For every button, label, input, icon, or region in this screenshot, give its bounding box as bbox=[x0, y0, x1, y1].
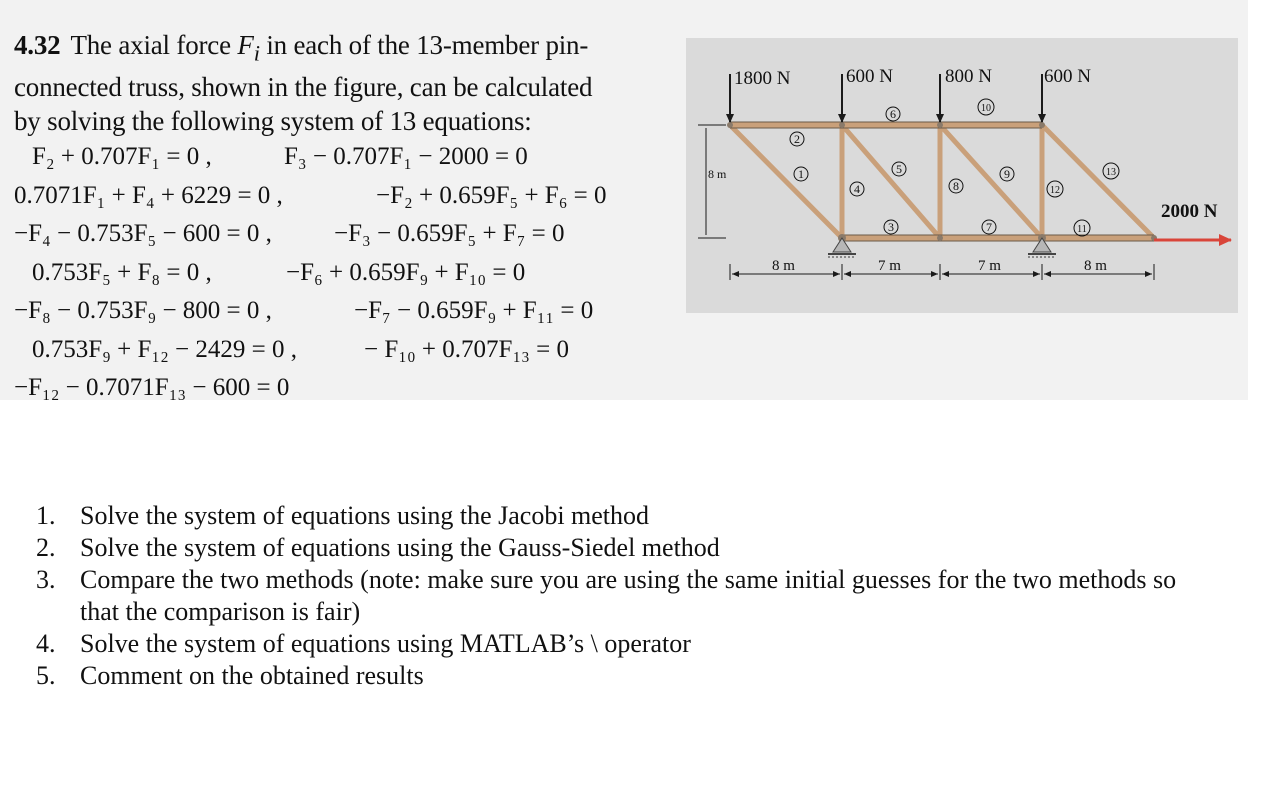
intro-line-2: connected truss, shown in the figure, can be calculated bbox=[14, 72, 593, 103]
equation-row bbox=[14, 138, 684, 177]
svg-text:12: 12 bbox=[1050, 185, 1060, 196]
task-list bbox=[36, 500, 1276, 692]
equation: F₂ + 0.707F₁ = 0 , bbox=[32, 143, 212, 170]
task-text: Comment on the obtained results bbox=[80, 661, 424, 690]
task-number: 5. bbox=[36, 661, 56, 690]
equation: − F₁₀ + 0.707F₁₃ = 0 bbox=[364, 335, 569, 363]
joint bbox=[937, 235, 943, 241]
member-label bbox=[978, 99, 994, 115]
load-label: 600 N bbox=[1044, 66, 1091, 87]
force-subscript: i bbox=[253, 40, 260, 66]
task-item bbox=[36, 628, 1276, 660]
intro-text-pre: The axial force bbox=[70, 30, 238, 60]
equation-row bbox=[14, 369, 684, 408]
task-item bbox=[36, 596, 1276, 628]
span-label: 7 m bbox=[978, 258, 1001, 274]
equation-row bbox=[14, 254, 684, 293]
member-label bbox=[790, 132, 804, 146]
joint bbox=[937, 122, 943, 128]
equation-row bbox=[14, 292, 684, 331]
task-item bbox=[36, 532, 1276, 564]
task-number: 4. bbox=[36, 629, 56, 658]
svg-text:10: 10 bbox=[981, 103, 991, 114]
equation: −F₄ − 0.753F₅ − 600 = 0 , bbox=[14, 220, 272, 247]
load-label: 600 N bbox=[846, 66, 893, 87]
task-number: 1. bbox=[36, 501, 56, 530]
member-label bbox=[892, 162, 906, 176]
svg-text:13: 13 bbox=[1106, 167, 1116, 178]
task-item bbox=[36, 660, 1276, 692]
svg-text:11: 11 bbox=[1077, 224, 1087, 235]
problem-block bbox=[0, 0, 1248, 400]
member-label bbox=[884, 220, 898, 234]
span-label: 8 m bbox=[1084, 258, 1107, 274]
task-item bbox=[36, 564, 1276, 596]
intro-line-3: by solving the following system of 13 equations: bbox=[14, 106, 532, 137]
equation-list bbox=[14, 138, 684, 408]
svg-text:3: 3 bbox=[888, 220, 894, 234]
svg-text:8: 8 bbox=[953, 179, 959, 193]
svg-text:5: 5 bbox=[896, 162, 902, 176]
force-symbol: F bbox=[237, 30, 254, 60]
member-label bbox=[1074, 220, 1090, 236]
task-number: 3. bbox=[36, 565, 56, 594]
joint bbox=[839, 122, 845, 128]
task-text: Solve the system of equations using the Gauss-Siedel method bbox=[80, 533, 720, 562]
joint bbox=[727, 122, 733, 128]
equation: −F₁₂ − 0.7071F₁₃ − 600 = 0 bbox=[14, 374, 290, 401]
member-label bbox=[850, 182, 864, 196]
equation-row bbox=[14, 177, 684, 216]
equation: −F₃ − 0.659F₅ + F₇ = 0 bbox=[334, 220, 565, 247]
truss-figure bbox=[686, 38, 1238, 313]
span-label: 8 m bbox=[772, 258, 795, 274]
svg-text:6: 6 bbox=[890, 107, 896, 121]
joint bbox=[1039, 122, 1045, 128]
task-text: Compare the two methods (note: make sure you are using the same initial guesses for the two methods so bbox=[80, 565, 1177, 594]
svg-text:7: 7 bbox=[986, 220, 992, 234]
equation: −F₈ − 0.753F₉ − 800 = 0 , bbox=[14, 297, 272, 324]
member-label bbox=[1047, 181, 1063, 197]
equation: F₃ − 0.707F₁ − 2000 = 0 bbox=[284, 143, 528, 170]
equation: 0.753F₉ + F₁₂ − 2429 = 0 , bbox=[32, 335, 298, 363]
svg-text:9: 9 bbox=[1004, 167, 1010, 181]
equation-row bbox=[14, 331, 684, 370]
span-label: 7 m bbox=[878, 258, 901, 274]
member-label bbox=[949, 179, 963, 193]
task-text: that the comparison is fair) bbox=[80, 597, 361, 626]
equation: −F₂ + 0.659F₅ + F₆ = 0 bbox=[376, 181, 607, 209]
task-text: Solve the system of equations using MATLAB’s \ operator bbox=[80, 629, 691, 658]
intro-line-1 bbox=[14, 28, 674, 70]
member-label bbox=[1000, 167, 1014, 181]
load-label: 1800 N bbox=[734, 68, 791, 89]
horizontal-load-label: 2000 N bbox=[1161, 201, 1218, 222]
equation: 0.753F₅ + F₈ = 0 , bbox=[32, 258, 212, 286]
equation-row bbox=[14, 215, 684, 254]
member-1 bbox=[730, 125, 842, 238]
member-label bbox=[794, 167, 808, 181]
equation: 0.7071F₁ + F₄ + 6229 = 0 , bbox=[14, 181, 283, 209]
truss-diagram bbox=[686, 38, 1238, 313]
task-text: Solve the system of equations using the Jacobi method bbox=[80, 501, 650, 530]
height-dimension bbox=[698, 125, 726, 238]
member-label bbox=[982, 220, 996, 234]
equation: −F₆ + 0.659F₉ + F₁₀ = 0 bbox=[286, 258, 526, 286]
task-number: 2. bbox=[36, 533, 56, 562]
equation: −F₇ − 0.659F₉ + F₁₁ = 0 bbox=[354, 297, 594, 324]
problem-number: 4.32 bbox=[14, 30, 61, 60]
height-label: 8 m bbox=[708, 167, 727, 181]
intro-text-post: in each of the 13-member pin- bbox=[259, 30, 589, 60]
svg-text:2: 2 bbox=[794, 132, 800, 146]
task-item bbox=[36, 500, 1276, 532]
member-labels bbox=[790, 99, 1119, 236]
member-label bbox=[886, 107, 900, 121]
member-label bbox=[1103, 163, 1119, 179]
svg-text:1: 1 bbox=[798, 167, 804, 181]
svg-text:4: 4 bbox=[854, 182, 860, 196]
problem-statement bbox=[14, 28, 674, 138]
load-label: 800 N bbox=[945, 66, 992, 87]
